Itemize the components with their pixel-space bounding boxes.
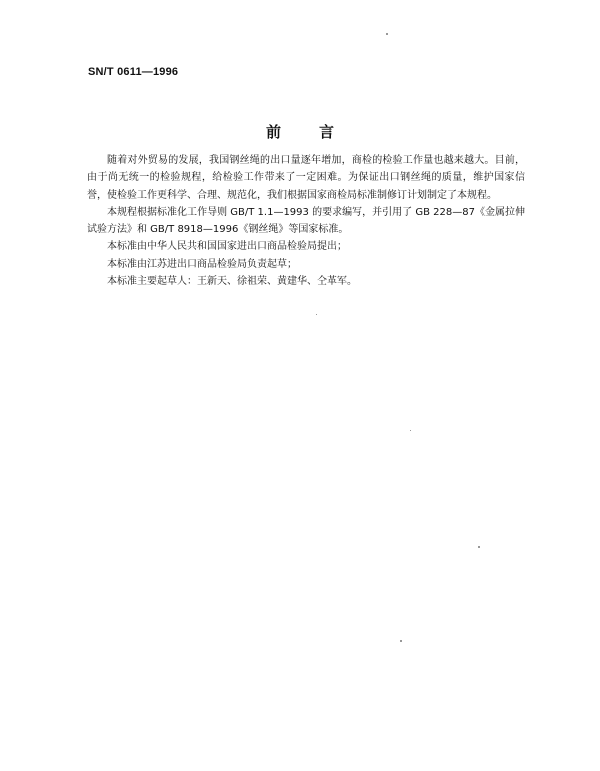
scan-speck — [400, 640, 402, 642]
paragraph-proposer: 本标准由中华人民共和国国家进出口商品检验局提出； — [107, 241, 347, 253]
paragraph-references: 本规程根据标准化工作导则 GB/T 1.1—1993 的要求编写，并引用了 GB 228—87《金属拉伸试验方法》和 GB/T 8918—1996《钢丝绳》等国家标准。 — [87, 206, 525, 236]
foreword-title-char-2: 言 — [319, 123, 335, 141]
scan-speck — [386, 33, 388, 35]
scan-speck — [478, 546, 480, 548]
foreword-title-char-1: 前 — [265, 123, 281, 141]
scan-speck — [316, 314, 317, 315]
standard-code: SN/T 0611—1996 — [88, 66, 179, 78]
scan-speck — [410, 430, 411, 431]
paragraph-background: 随着对外贸易的发展，我国钢丝绳的出口量逐年增加，商检的检验工作量也越来越大。目前，由于尚无统一的检验规程，给检验工作带来了一定困难。为保证出口钢丝绳的质量，维护国家信誉，使检验工作更科学、合理、规范化，我们根据国家商检局标准制修订计划制定了本规程。 — [87, 155, 525, 201]
foreword-title — [0, 121, 600, 142]
foreword-body — [87, 152, 525, 290]
paragraph-authors: 本标准主要起草人：王新天、徐祖荣、黄建华、仝革军。 — [107, 276, 357, 288]
paragraph-drafter: 本标准由江苏进出口商品检验局负责起草； — [107, 258, 297, 270]
